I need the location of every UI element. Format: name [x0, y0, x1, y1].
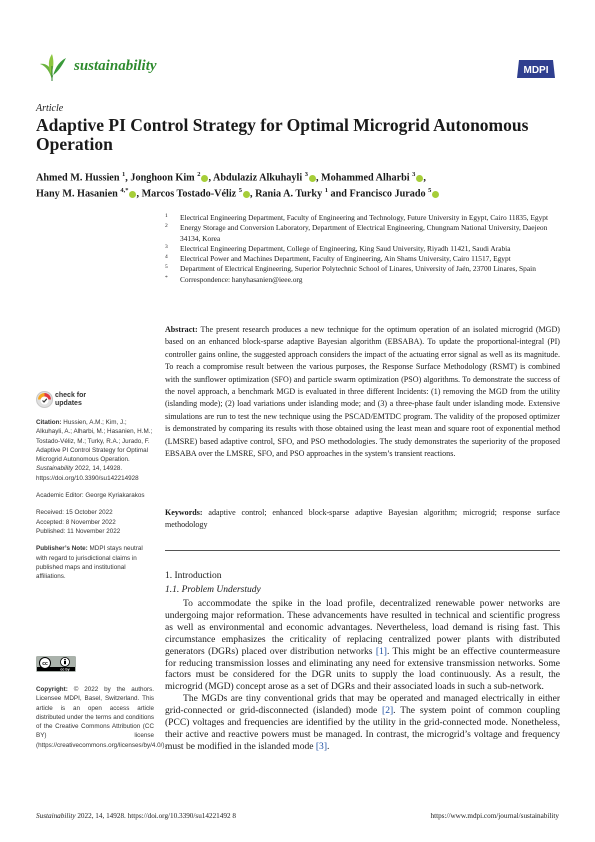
cc-logo-text: cc by [60, 667, 70, 672]
mdpi-logo-icon[interactable] [515, 58, 557, 80]
author-name: Jonghoon Kim [130, 172, 198, 184]
orcid-icon[interactable] [432, 191, 439, 198]
citation-journal: Sustainability [36, 465, 74, 473]
copyright-text: © 2022 by the authors. Licensee MDPI, Basel, Switzerland. This article is an open access article distributed under the terms and conditions of the Creative Commons Attribution (CC BY) license (https://creativecommons.org/licenses/by/4.0/). [36, 686, 167, 749]
reference-link[interactable]: [2] [382, 705, 394, 717]
affiliation-text: Electrical Power and Machines Department, Faculty of Engineering, Ain Shams University, Cairo 11517, Egypt [180, 254, 511, 264]
abstract-label: Abstract: [165, 325, 198, 334]
citation-text: Hussien, A.M.; Kim, J.; Alkuhayli, A.; Alharbi, M.; Hasanien, H.M.; Tostado-Véliz, M.; Turky, R.A.; Jurado, F. Adaptive PI Control Strategy for Optimal Microgrid Autonomous Operation. [36, 419, 153, 464]
affiliation-mark: 3 [165, 243, 168, 250]
author-name: Rania A. Turky [255, 188, 325, 200]
affiliation-text: Energy Storage and Conversion Laboratory, Department of Electrical Engineering, Chungnam National University, Daejeon 34134, Korea [180, 223, 548, 243]
affiliation-item [165, 223, 560, 244]
check-for-updates-button[interactable] [36, 391, 96, 409]
affiliation-text: Electrical Engineering Department, Faculty of Engineering and Technology, Future University in Egypt, Cairo 11835, Egypt [180, 213, 549, 222]
citation-block [36, 418, 154, 483]
received-date: Received: 15 October 2022 [36, 509, 113, 517]
author-list: Ahmed M. Hussien $^1$, Jonghoon Kim $^2$ , Abdulaziz Alkuhayli $^3$ , Mohammed Alharbi $^3$ , Hany M. Hasanien $^{4,*}$ , Marcos Tostado-Véliz $^5$ , Rania A. Turky $^1$ and Francisco Jurado $^5$ [36, 168, 556, 201]
divider [165, 550, 560, 551]
affiliation-mark: 1 [165, 213, 168, 219]
affiliation-text: Correspondence: hanyhasanien@ieee.org [180, 274, 303, 284]
paragraph: The MGDs are tiny conventional grids that may be operated and managed electrically in either grid-connected or grid-disconnected (islanded) mode [2]. The system point of common coupling (PCC) voltages and frequencies are identified by the utility in the grid-connected mode. Nonetheless, their active and reactive powers must be managed. In contrast, the microgrid’s voltage and frequency must be modified in the islanded mode [3]. [165, 693, 560, 752]
abstract-text: The present research produces a new technique for the optimum operation of an isolated microgrid (MGD) based on an enhanced block-sparse adaptive Bayesian algorithm (EBSABA). To update the proportional-integral (PI) controller gains online, the suggested approach considers the impact of the actuating error signal as well as its magnitude. To reach a compromise result between the various purposes, the Response Surface Methodology (RSMT) is combined with the sunflower optimization (SFO) and particle swarm optimization (PSO) algorithms. To demonstrate the success of the novel approach, a benchmark MGD is evaluated in three different Incidents: (1) removing the MGD from the utility (islanding mode); (2) load variations under islanding mode; and (3) a three-phase fault under islanding mode. Extensive simulations are run to test the new technique using the PSCAD/EMTDC program. The validity of the proposed optimizer is demonstrated by comparing its results with those obtained using the least mean and square root of exponential method (LMSRE) based adaptive control, SFO, and PSO methodologies. The study demonstrates the superiority of the proposed EBSABA over the LMSRE, SFO, and PSO approaches in the system’s transient reactions. [165, 325, 560, 459]
author-name: Hany M. Hasanien [36, 188, 121, 200]
paper-title: Adaptive PI Control Strategy for Optimal Microgrid Autonomous Operation [36, 115, 529, 154]
check-updates-icon [36, 391, 53, 408]
keywords-label: Keywords: [165, 508, 203, 517]
affiliation-item [165, 213, 560, 223]
author-name: Mohammed Alharbi [321, 172, 413, 184]
academic-editor: Academic Editor: George Kyriakarakos [36, 492, 145, 500]
affiliation-item [165, 254, 560, 264]
author-name: Ahmed M. Hussien [36, 172, 123, 184]
cc-by-license-icon[interactable] [36, 656, 76, 672]
svg-text:cc: cc [42, 661, 48, 667]
author-affiliation-mark: 4,* [120, 187, 129, 195]
affiliation-item [165, 275, 560, 285]
author-affiliation-mark: 2 [197, 171, 201, 178]
affiliation-text: Electrical Engineering Department, College of Engineering, King Saud University, Riyadh 11421, Saudi Arabia [180, 243, 511, 253]
affiliation-item [165, 244, 560, 254]
author-name: Francisco Jurado [349, 188, 429, 200]
keywords-text: adaptive control; enhanced block-sparse adaptive Bayesian algorithm; microgrid; response surface methodology [165, 508, 560, 530]
affiliation-item [165, 264, 560, 274]
author-affiliation-mark: 1 [324, 187, 328, 195]
author-affiliation-mark: 1 [122, 171, 126, 178]
footer-journal: Sustainability [36, 812, 76, 820]
orcid-icon[interactable] [243, 191, 250, 198]
check-updates-label: check for updates [55, 392, 87, 407]
keywords [165, 507, 560, 532]
article-info-sidebar [36, 418, 154, 589]
affiliation-list [165, 213, 560, 285]
subsection-heading: 1.1. Problem Understudy [165, 585, 261, 595]
dates-block [36, 508, 154, 536]
leaf-logo-icon [36, 52, 68, 82]
publisher-note-label: Publisher’s Note: [36, 545, 88, 553]
author-affiliation-mark: 5 [428, 187, 432, 195]
author-affiliation-mark: 3 [304, 171, 308, 178]
copyright-label: Copyright: [36, 686, 68, 693]
publisher-note [36, 544, 154, 581]
citation-label: Citation: [36, 419, 62, 426]
publisher-note-text: MDPI stays neutral with regard to jurisdictional claims in published maps and institutional affiliations. [36, 545, 143, 581]
affiliation-mark: 2 [165, 223, 168, 230]
footer-url[interactable]: https://www.mdpi.com/journal/sustainability [430, 812, 559, 820]
orcid-icon[interactable] [309, 175, 316, 182]
mdpi-logo-text: MDPI [523, 65, 549, 76]
author-affiliation-mark: 3 [412, 171, 416, 178]
affiliation-mark: 5 [165, 264, 168, 271]
paragraph: To accommodate the spike in the load profile, decentralized renewable power networks are undergoing major reformation. These advancements have resulted in technical and scientific progress as well as environmental and economic advantages. Nevertheless, load demand is rising fast. This circumstance emphasizes the criticality of replacing centralized power plants with distributed generators (DGRs) placed over distribution networks [1]. This might be an effective countermeasure for reducing transmission losses and eliminating any need for extensive transmission networks. Some factors must be considered for the DGR units to supply the load continuously. As a result, the microgrid (MGD) concept arose as a set of DGRs and their associated loads in such a sub-network. [165, 598, 560, 693]
journal-brand[interactable] [36, 52, 196, 82]
abstract [165, 324, 560, 460]
reference-link[interactable]: [1] [375, 645, 387, 657]
footer-citation [36, 812, 236, 820]
author-affiliation-mark: 5 [238, 187, 242, 195]
body-text [165, 598, 560, 753]
copyright-block [36, 685, 167, 750]
accepted-date: Accepted: 8 November 2022 [36, 518, 116, 526]
published-date: Published: 11 November 2022 [36, 527, 121, 535]
author-name: Marcos Tostado-Véliz [141, 188, 239, 200]
section-heading: 1. Introduction [165, 571, 222, 581]
article-type: Article [36, 103, 64, 114]
journal-name: sustainability [74, 58, 157, 74]
citation-doi[interactable]: 2022, 14, 14928. https://doi.org/10.3390/su142214928 [36, 465, 139, 482]
author-name: Abdulaziz Alkuhayli [212, 172, 305, 184]
affiliation-mark: * [165, 274, 168, 281]
reference-link[interactable]: [3] [315, 740, 328, 752]
footer-doi[interactable]: 2022, 14, 14928. https://doi.org/10.3390/su14221492 8 [77, 812, 236, 820]
affiliation-mark: 4 [165, 254, 168, 261]
affiliation-text: Department of Electrical Engineering, Superior Polytechnic School of Linares, University of Jaén, 23700 Linares, Spain [180, 264, 536, 274]
